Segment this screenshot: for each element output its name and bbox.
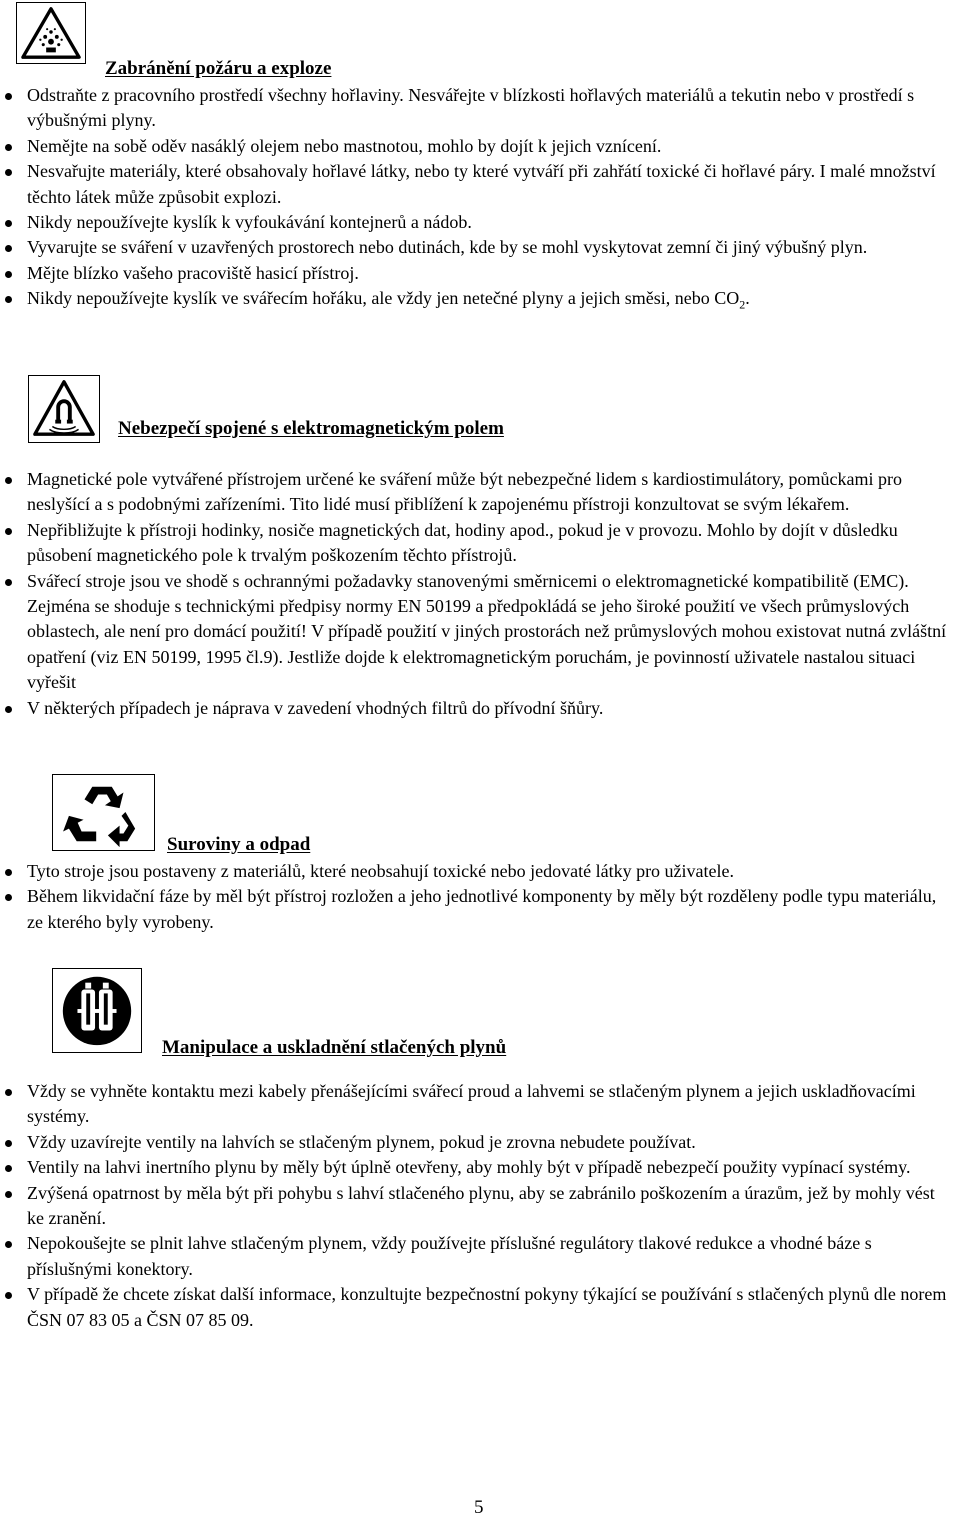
section-heading-gases: Manipulace a uskladnění stlačených plynů [162, 1037, 507, 1058]
list-item: V případě že chcete získat další informace, konzultujte bezpečnostní pokyny týkající se používání s stlačených plynů dle norem ČSN 07 83 05 a ČSN 07 85 09. [0, 1282, 948, 1333]
gases-list [0, 1079, 948, 1333]
list-item: Svářecí stroje jsou ve shodě s ochrannými požadavky stanovenými směrnicemi o elektromagnetické kompatibilitě (EMC). Zejména se shoduje s technickými předpisy normy EN 50199 a předpokládá se jeho široké použití ve všech průmyslových oblastech, ale není pro domácí použití! V případě použití v jiných prostorách než průmyslových mohou existovat nutná zvláštní opatření (viz EN 50199, 1995 čl.9). Jestliže dojde k elektromagnetickým poruchám, je povinností uživatele nastalou situaci vyřešit [0, 569, 948, 696]
list-item [0, 286, 948, 318]
list-item: Nemějte na sobě oděv nasáklý olejem nebo mastnotou, mohlo by dojít k jejich vznícení. [0, 134, 948, 159]
recycling-icon [52, 774, 155, 851]
list-item: Odstraňte z pracovního prostředí všechny hořlaviny. Nesvářejte v blízkosti hořlavých materiálů a tekutin nebo v prostředí s výbušnými plyny. [0, 83, 948, 134]
list-item: Nepřibližujte k přístroji hodinky, nosiče magnetických dat, hodiny apod., pokud je v provozu. Mohlo by dojít v důsledku působení magnetického pole k trvalým poškozením těchto přístrojů. [0, 518, 948, 569]
magnetic-field-warning-icon [28, 375, 100, 443]
list-item: Nesvařujte materiály, které obsahovaly hořlavé látky, nebo ty které vytváří při zahřátí toxické či hořlavé páry. I malé množství těchto látek může způsobit explozi. [0, 159, 948, 210]
list-item: Tyto stroje jsou postaveny z materiálů, které neobsahují toxické nebo jedovaté látky pro uživatele. [0, 859, 948, 884]
list-item: Vyvarujte se sváření v uzavřených prostorech nebo dutinách, kde by se mohl vyskytovat zemní či jiný výbušný plyn. [0, 235, 948, 260]
section-heading-waste: Suroviny a odpad [167, 834, 311, 855]
section-heading-emf: Nebezpečí spojené s elektromagnetickým polem [118, 418, 504, 439]
list-item: Nepokoušejte se plnit lahve stlačeným plynem, vždy používejte příslušné regulátory tlakové redukce a vhodné báze s příslušnými konektory. [0, 1231, 948, 1282]
list-item: Nikdy nepoužívejte kyslík k vyfoukávání kontejnerů a nádob. [0, 210, 948, 235]
co2-suffix: . [745, 288, 750, 309]
list-item: V některých případech je náprava v zavedení vhodných filtrů do přívodní šňůry. [0, 696, 948, 721]
emf-safety-list [0, 467, 948, 721]
list-item: Během likvidační fáze by měl být přístroj rozložen a jeho jednotlivé komponenty by měly být rozděleny podle typu materiálu, ze kterého byly vyrobeny. [0, 884, 948, 935]
co2-subscript: 2 [739, 297, 746, 312]
explosion-warning-icon [16, 2, 86, 64]
list-item: Vždy se vyhněte kontaktu mezi kabely přenášejícími svářecí proud a lahvemi se stlačeným plynem a jejich uskladňovacími systémy. [0, 1079, 948, 1130]
fire-safety-list [0, 83, 948, 318]
page-number: 5 [474, 1497, 484, 1518]
waste-list [0, 859, 948, 935]
list-item: Mějte blízko vašeho pracoviště hasicí přístroj. [0, 261, 948, 286]
list-item: Vždy uzavírejte ventily na lahvích se stlačeným plynem, pokud je zrovna nebudete používat. [0, 1130, 948, 1155]
co2-text: Nikdy nepoužívejte kyslík ve svářecím hořáku, ale vždy jen netečné plyny a jejich směsi, nebo CO [27, 288, 740, 309]
list-item: Ventily na lahvi inertního plynu by měly být úplně otevřeny, aby mohly být v případě nebezpečí použity vypínací systémy. [0, 1155, 948, 1180]
section-heading-fire: Zabránění požáru a exploze [105, 58, 332, 79]
list-item: Zvýšená opatrnost by měla být při pohybu s lahví stlačeného plynu, aby se zabránilo poškozením a úrazům, jež by mohly vést ke zranění. [0, 1181, 948, 1232]
gas-cylinders-icon [52, 968, 142, 1053]
list-item: Magnetické pole vytvářené přístrojem určené ke sváření může být nebezpečné lidem s kardiostimulátory, pomůckami pro neslyšící a s podobnými zařízeními. Tito lidé musí přiblížení k zapojenému přístroji konzultovat se svým lékařem. [0, 467, 948, 518]
